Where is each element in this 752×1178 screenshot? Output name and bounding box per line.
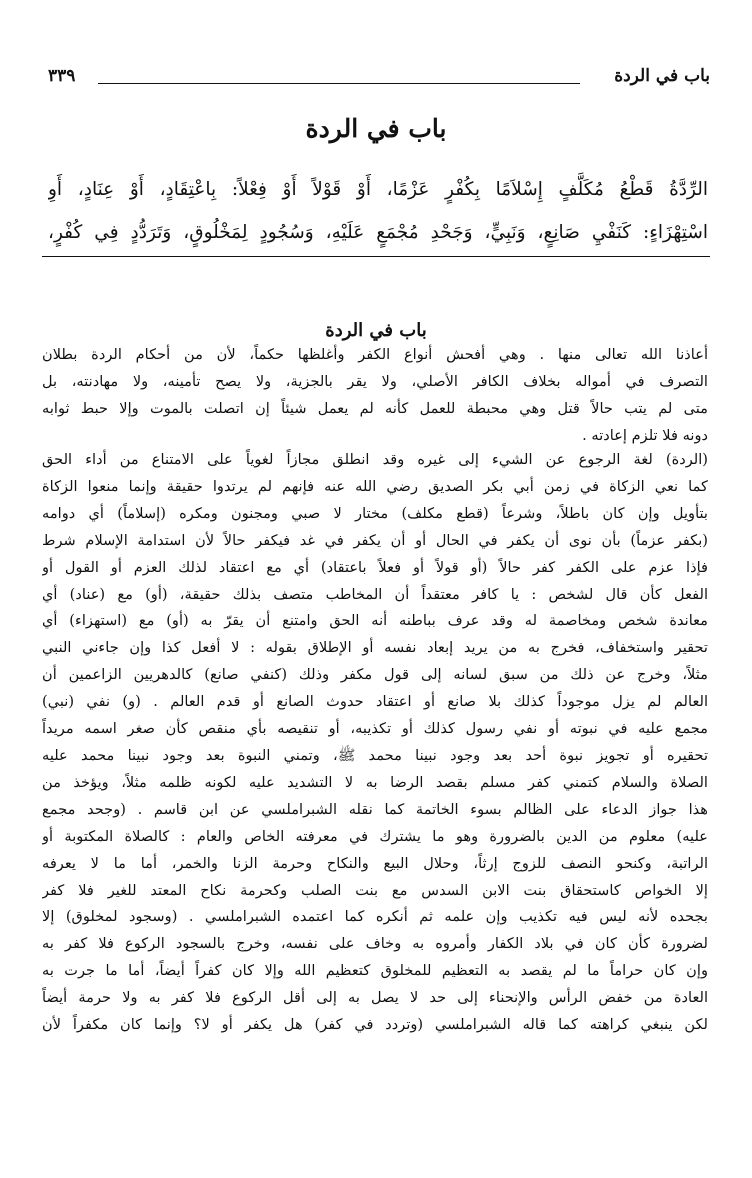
text-line: كما نعي الزكاة في زمن أبي بكر الصديق رضي الله عنه فإنهم لم يرتدوا حقيقة وإنما منعوا الزكاة: [42, 477, 708, 495]
text-line: لضرورة كأن كان في بلاد الكفار وأمروه به وخاف على نفسه، وخرج بالسجود الركوع فلا كفر به: [42, 935, 708, 953]
text-line: إلا الخواص كاستحقاق بنت الابن السدس مع بنت الصلب وكحرمة نكاح المعتد للغير فلا كفر: [42, 881, 708, 899]
text-line: العادة من خفض الرأس والإنحناء إلى حد لا يصل به إلى أقل الركوع فلا كفر به ولا حرمة أيضاً: [42, 989, 708, 1007]
chapter-title: باب في الردة: [305, 114, 447, 143]
text-line: فإذا عزم على الكفر كفر حالاً (أو قولاً أو فعلاً باعتقاد) أي مع اعتقاد لذلك العزم أو القول أو: [42, 558, 708, 576]
commentary-paragraph-2: [42, 447, 708, 1039]
text-line: دونه فلا تلزم إعادته .: [582, 426, 708, 444]
text-line: بجحده لأنه ليس فيه تكذيب وإن علمه ثم أنكره كما اعتمده الشبراملسي . (وسجود لمخلوق) إلا: [42, 908, 708, 926]
text-line: هذا جواز الدعاء على الظالم بسوء الخاتمة كما نقله الشبراملسي عن ابن قاسم . (وجحد مجمع: [42, 800, 708, 818]
text-line: عليه) معلوم من الدين بالضرورة وهو ما يشترك في معرفته الخاص والعام : كالصلاة المكتوبة أو: [42, 827, 708, 845]
text-line: تحقيره أو تجويز نبوة أحد بعد وجود نبينا محمد ﷺ، وتمني النبوة بعد وجود نبينا محمد عليه: [42, 746, 708, 764]
commentary-title: باب في الردة: [325, 320, 427, 341]
text-line: (بكفر عزماً) بأن نوى أن يكفر في الحال أو أن يكفر في غد فيكفر حالاً لأن استدامة الإسلام شرط: [42, 531, 708, 549]
text-line: التصرف في أمواله بخلاف الكافر الأصلي، ولا يقر بالجزية، ولا يصح تأمينه، ولا مهادنته، بل: [42, 372, 708, 390]
commentary-paragraph-1: [42, 342, 708, 450]
text-line: الصلاة والسلام كتمني كفر مسلم بقصد الرضا به لا التشديد عليه لكونه ظلمه مثلاً، ويؤخذ من: [42, 773, 708, 791]
text-line: تحقير واستخفاف، فخرج به من يريد إبعاد نفسه أو الإطلاق بقوله : لا أفعل كذا وإن جاءني النبي: [42, 639, 708, 657]
text-line: لكن ينبغي كراهته كما قاله الشبراملسي (وتردد في كفر) هل يكفر أو لا؟ وإنما كان مكفراً لأن: [42, 1016, 708, 1034]
matn-line: الرِّدَّةُ قَطْعُ مُكَلَّفٍ إِسْلاَمًا بِكُفْرٍ عَزْمًا، أَوْ قَوْلاً أَوْ فِعْلاً: بِاعْتِقَادٍ، أَوْ عِنَادٍ، أَوِ: [48, 179, 708, 200]
text-line: مجمع عليه في نبوته أو نفي رسول كذلك أو تكذيبه، أو تنقيصه بأي منقص كأن صغر اسمه مريداً: [42, 720, 708, 738]
header-rule: [98, 83, 580, 84]
text-line: بتأويل وإن كان باطلاً، وشرعاً (قطع مكلف) مختار لا صبي ومجنون ومكره (إسلاماً) أي دوامه: [42, 504, 708, 522]
text-line: أعاذنا الله تعالى منها . وهي أفحش أنواع الكفر وأغلظها حكماً، لأن من أحكام الردة بطلان: [42, 346, 708, 363]
text-line: الفعل كأن قال لشخص : يا كافر معتقداً أن المخاطب متصف بذلك حقيقة، (أو) مع (عناد) أي: [42, 585, 708, 603]
text-line: وإن كان حراماً ما لم يقصد به التعظيم للمخلوق كتعظيم الله وإلا كان كفراً أيضاً، أما ما جرت به: [42, 962, 708, 980]
text-line: (الردة) لغة الرجوع عن الشيء إلى غيره وقد انطلق مجازاً لغوياً على الامتناع من أداء الحق: [42, 451, 708, 468]
matn-text: [48, 168, 708, 254]
page-number: ٣٣٩: [48, 66, 76, 86]
running-title: باب في الردة: [614, 66, 710, 86]
text-line: معاندة شخص ومخاصمة له وقد عرف بباطنه أنه الحق وامتنع أن يقرّ به (أو) مع (استهزاء) أي: [42, 612, 708, 630]
text-line: الراتبة، وكنحو النصف للزوج إرثاً، وحلال البيع والنكاح وحرمة الزنا والخمر، أما ما لا يعرفه: [42, 854, 708, 872]
text-line: العالم لم يزل موجوداً كذلك بلا صانع أو اعتقاد حدوث الصانع أو قدم العالم . (و) نفي (نبي): [42, 693, 708, 711]
text-line: مثلاً، وخرج عن ذلك من سبق لسانه إلى قول مكفر وذلك (كنفي صانع) كالدهريين الزاعمين أن: [42, 666, 708, 684]
section-separator: [42, 256, 710, 257]
running-header: [48, 58, 710, 90]
text-line: متى لم يتب حالاً قتل وهي محبطة للعمل كأنه لم يعمل شيئاً إن اتصلت بالموت وإلا حبط ثوابه: [42, 399, 708, 417]
matn-line: اسْتِهْزَاءٍ: كَنَفْيِ صَانِعٍ، وَنَبِيٍّ، وَجَحْدِ مُجْمَعٍ عَلَيْهِ، وَسُجُودٍ لِمَخْلُوقٍ، وَتَرَدُّدٍ فِي كُفْرٍ،: [48, 222, 708, 243]
